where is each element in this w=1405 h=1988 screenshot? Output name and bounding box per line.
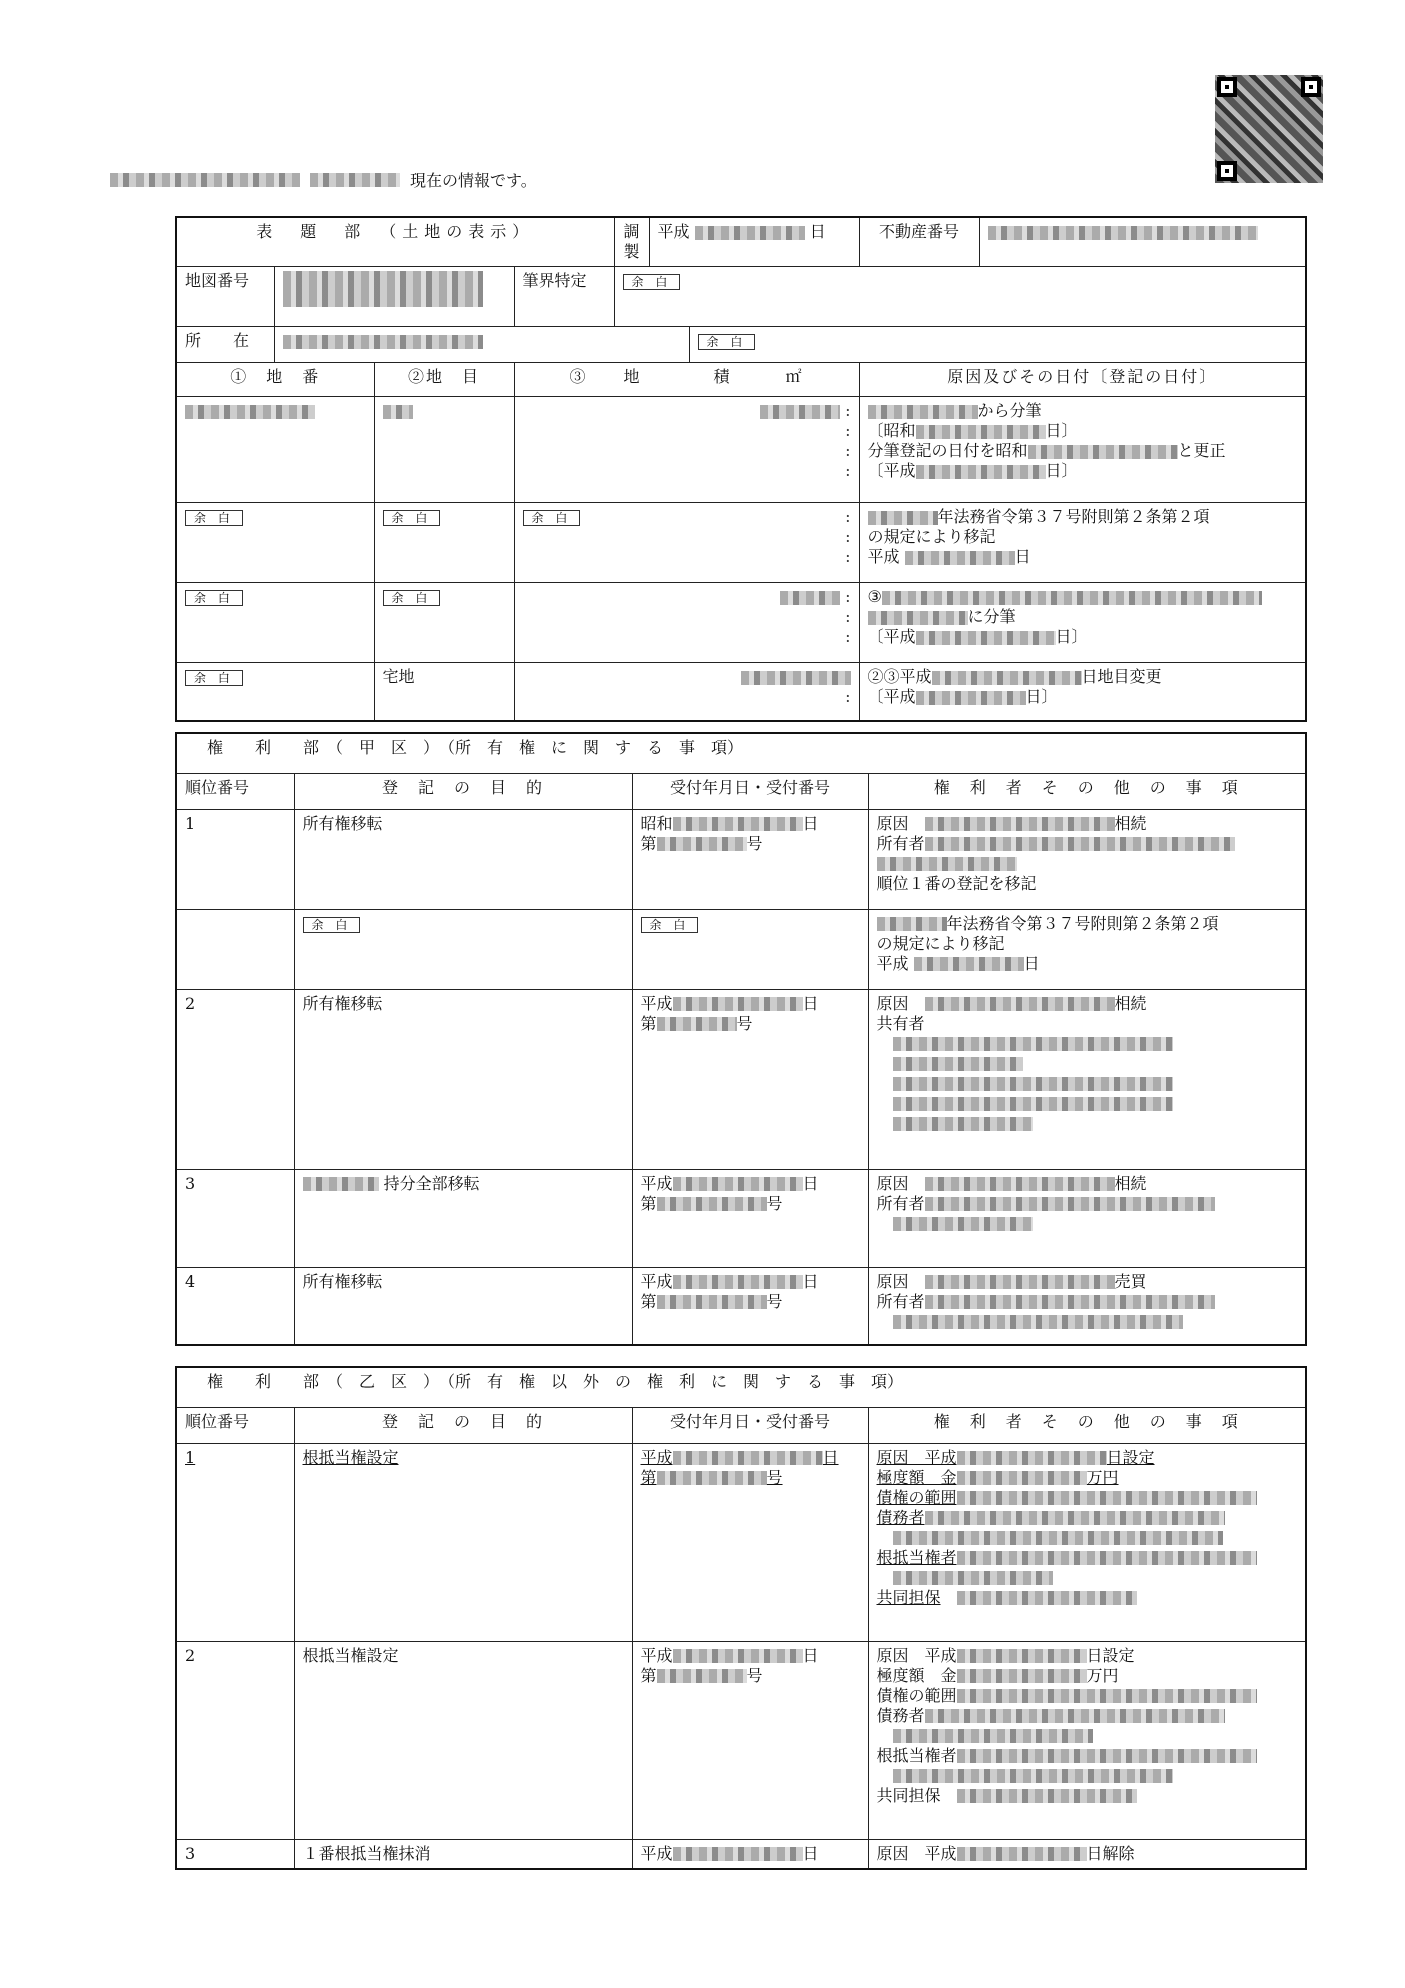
otsu-title: 権 利 部 （ 乙 区 ） （所 有 権 以 外 の 権 利 に 関 す る 事 項）: [176, 1367, 1306, 1407]
yohaku-mark: 余 白: [698, 334, 756, 350]
kou-table: [175, 732, 1307, 1346]
redacted-text: [673, 1847, 803, 1861]
purpose-text: 根抵当権設定: [294, 1443, 632, 1641]
joint-label: 共同担保: [876, 1785, 941, 1805]
redacted-text: [925, 837, 1235, 851]
scope-label: 債権の範囲: [876, 1487, 957, 1507]
redacted-text: [868, 511, 938, 525]
receipt-dai: 第: [640, 1291, 657, 1311]
holder-label: 共有者: [876, 1013, 925, 1033]
col-chimoku: ②地 目: [374, 363, 514, 397]
rank-number: 3: [176, 1169, 294, 1267]
rank-number: 2: [176, 989, 294, 1169]
chosei-label: 調製: [614, 217, 649, 267]
redacted-text: [905, 551, 1015, 565]
cause-text: 年法務省令第３７号附則第２条第２項: [946, 913, 1219, 933]
redacted-text: [760, 405, 840, 419]
redacted-text: [925, 1295, 1215, 1309]
receipt-era: 平成: [640, 1173, 673, 1193]
fudosan-bango-label: 不動産番号: [859, 217, 979, 267]
cause-text: 日〕: [1055, 627, 1088, 646]
redacted-text: [957, 1669, 1087, 1683]
col-chiseki: ③ 地 積 ㎡: [514, 363, 859, 397]
yohaku-mark: 余 白: [641, 917, 699, 933]
receipt-day: 日: [802, 1173, 819, 1193]
shozai-label: 所 在: [176, 327, 274, 363]
receipt-dai: 第: [640, 833, 657, 853]
receipt-day: 日: [802, 1645, 819, 1665]
redacted-text: [1028, 445, 1178, 459]
cause-text: 日設定: [1106, 1447, 1155, 1467]
cause-text: 〔昭和: [867, 421, 916, 440]
cause-text: 平成: [867, 547, 900, 566]
redacted-text: [925, 997, 1115, 1011]
hyodai-row: 余 白 宅地 : ②③平成 日地目変更 〔平成 日〕: [176, 663, 1306, 721]
chosei-era: 平成: [657, 222, 690, 241]
table-row: [176, 1839, 1306, 1869]
receipt-era: 平成: [640, 1843, 673, 1863]
redacted-text: [925, 1197, 1215, 1211]
redacted-text: [957, 1749, 1257, 1763]
holder-label: 所有者: [876, 833, 925, 853]
redacted-text: [957, 1471, 1087, 1485]
limit-text: 極度額 金: [876, 1665, 957, 1685]
cause-text: 原因 平成: [876, 1843, 957, 1863]
redacted-text: [780, 591, 840, 605]
hyodai-title: 表 題 部 （土地の表示）: [176, 217, 614, 267]
col-purpose: 登 記 の 目 的: [294, 773, 632, 809]
redacted-text: [657, 1197, 767, 1211]
limit-text: 極度額 金: [876, 1467, 957, 1487]
receipt-day: 日: [802, 1271, 819, 1291]
redacted-text: [657, 1017, 737, 1031]
redacted-text: [657, 1471, 767, 1485]
redacted-text: [882, 591, 1262, 605]
purpose-text: 持分全部移転: [383, 1173, 480, 1193]
debtor-label: 債務者: [876, 1705, 925, 1725]
cause-text: の規定により移記: [876, 933, 1005, 953]
cause-label: 原因: [876, 813, 909, 833]
holder-label: 根抵当権者: [876, 1745, 957, 1765]
table-row: [176, 1443, 1306, 1641]
redacted-text: [916, 465, 1046, 479]
redacted-text: [877, 857, 1017, 871]
cause-text: 分筆登記の日付を昭和: [867, 441, 1028, 460]
rank-number: 1: [176, 809, 294, 909]
holder-label: 所有者: [876, 1291, 925, 1311]
col-receipt: 受付年月日・受付番号: [632, 1407, 868, 1443]
table-row: [176, 909, 1306, 989]
chimoku-value: 宅地: [374, 663, 514, 721]
col-receipt: 受付年月日・受付番号: [632, 773, 868, 809]
redacted-text: [868, 405, 978, 419]
receipt-day: 日: [802, 813, 819, 833]
redacted-text: [695, 226, 805, 240]
hikkai-label: 筆界特定: [514, 267, 614, 327]
hyodai-row: : : : : から分筆 〔昭和 日〕 分筆登記の日付を昭和 と更正 〔平成 日〕: [176, 397, 1306, 503]
table-row: [176, 1267, 1306, 1345]
cause-text: 相続: [1114, 993, 1147, 1013]
receipt-day: 日: [802, 1843, 819, 1863]
receipt-go: 号: [766, 1193, 783, 1213]
redacted-text: [925, 1511, 1225, 1525]
purpose-text: １番根抵当権抹消: [294, 1839, 632, 1869]
cause-label: 原因: [876, 993, 909, 1013]
receipt-dai: 第: [640, 1665, 657, 1685]
purpose-text: 根抵当権設定: [294, 1641, 632, 1839]
rank-number: 1: [176, 1443, 294, 1641]
receipt-dai: 第: [640, 1467, 657, 1487]
cause-text: 売買: [1114, 1271, 1147, 1291]
cause-text: 〔平成: [867, 461, 916, 480]
cause-text: 原因 平成: [876, 1645, 957, 1665]
cause-label: 原因: [876, 1271, 909, 1291]
yohaku-mark: 余 白: [383, 590, 441, 606]
cause-text: 日: [1023, 953, 1040, 973]
redacted-text: [673, 1451, 823, 1465]
redacted-text: [914, 957, 1024, 971]
cause-text: 相続: [1114, 1173, 1147, 1193]
cause-text: 日解除: [1086, 1843, 1135, 1863]
col-chiban: ① 地 番: [176, 363, 374, 397]
redacted-text: [925, 817, 1115, 831]
kou-title: 権 利 部 （ 甲 区 ） （所 有 権 に 関 す る 事 項）: [176, 733, 1306, 773]
cause-label: 原因: [876, 1173, 909, 1193]
limit-text: 万円: [1086, 1467, 1119, 1487]
table-row: [176, 989, 1306, 1169]
rank-number: 4: [176, 1267, 294, 1345]
receipt-day: 日: [822, 1447, 839, 1467]
col-holder: 権 利 者 そ の 他 の 事 項: [868, 1407, 1306, 1443]
receipt-era: 平成: [640, 1271, 673, 1291]
receipt-go: 号: [766, 1291, 783, 1311]
receipt-dai: 第: [640, 1193, 657, 1213]
redacted-text: [673, 1649, 803, 1663]
redacted-text: [957, 1789, 1137, 1803]
purpose-text: 所有権移転: [294, 809, 632, 909]
yohaku-mark: 余 白: [185, 510, 243, 526]
redacted-text: [110, 173, 300, 187]
redacted-text: [657, 837, 747, 851]
purpose-text: 所有権移転: [294, 1267, 632, 1345]
redacted-text: [877, 917, 947, 931]
status-text: 現在の情報です。: [410, 171, 537, 190]
redacted-text: [988, 226, 1258, 240]
scope-label: 債権の範囲: [876, 1685, 957, 1705]
cause-text: ②③平成: [867, 667, 932, 686]
receipt-dai: 第: [640, 1013, 657, 1033]
redacted-text: [893, 1057, 1023, 1071]
rank-number: 3: [176, 1839, 294, 1869]
hyodai-row: 余 白 余 白 : : : ③ に分筆 〔平成 日〕: [176, 583, 1306, 663]
redacted-text: [893, 1077, 1173, 1091]
redacted-text: [673, 1275, 803, 1289]
col-cause: 原因及びその日付〔登記の日付〕: [859, 363, 1306, 397]
col-purpose: 登 記 の 目 的: [294, 1407, 632, 1443]
redacted-text: [925, 1177, 1115, 1191]
receipt-go: 号: [746, 833, 763, 853]
debtor-label: 債務者: [876, 1507, 925, 1527]
limit-text: 万円: [1086, 1665, 1119, 1685]
receipt-era: 昭和: [640, 813, 673, 833]
redacted-text: [916, 425, 1046, 439]
cause-text: 日設定: [1086, 1645, 1135, 1665]
qr-code: [1215, 75, 1323, 183]
redacted-text: [383, 405, 413, 419]
cause-text: 〔平成: [867, 687, 916, 706]
cause-text: と更正: [1177, 441, 1226, 460]
redacted-text: [673, 1177, 803, 1191]
redacted-text: [925, 1275, 1115, 1289]
receipt-era: 平成: [640, 993, 673, 1013]
redacted-text: [657, 1295, 767, 1309]
redacted-text: [741, 671, 851, 685]
redacted-text: [893, 1769, 1173, 1783]
cause-text: 日〕: [1045, 461, 1078, 480]
holder-label: 所有者: [876, 1193, 925, 1213]
cause-text: 原因 平成: [876, 1447, 957, 1467]
purpose-text: 所有権移転: [294, 989, 632, 1169]
redacted-text: [310, 173, 400, 187]
chosei-day: 日: [809, 222, 826, 241]
rank-number: 2: [176, 1641, 294, 1839]
otsu-table: [175, 1366, 1307, 1870]
redacted-text: [673, 817, 803, 831]
col-rank: 順位番号: [176, 773, 294, 809]
col-rank: 順位番号: [176, 1407, 294, 1443]
redacted-text: [868, 611, 968, 625]
chizu-bango-label: 地図番号: [176, 267, 274, 327]
redacted-text: [893, 1315, 1183, 1329]
redacted-text: [916, 631, 1056, 645]
cause-text: 平成: [876, 953, 909, 973]
redacted-text: [925, 1709, 1225, 1723]
yohaku-mark: 余 白: [185, 590, 243, 606]
col-holder: 権 利 者 そ の 他 の 事 項: [868, 773, 1306, 809]
receipt-go: 号: [766, 1467, 783, 1487]
redacted-text: [957, 1689, 1257, 1703]
yohaku-mark: 余 白: [185, 670, 243, 686]
receipt-era: 平成: [640, 1645, 673, 1665]
holder-label: 根抵当権者: [876, 1547, 957, 1567]
cause-text: に分筆: [967, 607, 1016, 626]
redacted-text: [932, 671, 1082, 685]
cause-text: 〔平成: [867, 627, 916, 646]
redacted-text: [283, 271, 483, 307]
redacted-text: [185, 405, 315, 419]
hyodai-row: 余 白 余 白 余 白 : : : 年法務省令第３７号附則第２条第２項 の規定により移記 平成 日: [176, 503, 1306, 583]
note-text: 順位１番の登記を移記: [876, 873, 1037, 893]
redacted-text: [957, 1491, 1257, 1505]
redacted-text: [957, 1649, 1087, 1663]
cause-text: 日〕: [1025, 687, 1058, 706]
redacted-text: [657, 1669, 747, 1683]
cause-text: 日地目変更: [1081, 667, 1162, 686]
yohaku-mark: 余 白: [383, 510, 441, 526]
receipt-day: 日: [802, 993, 819, 1013]
cause-text: 日: [1014, 547, 1031, 566]
yohaku-mark: 余 白: [303, 917, 361, 933]
redacted-text: [673, 997, 803, 1011]
cause-text: 日〕: [1045, 421, 1078, 440]
receipt-era: 平成: [640, 1447, 673, 1467]
table-row: [176, 1641, 1306, 1839]
redacted-text: [893, 1097, 1173, 1111]
redacted-text: [957, 1591, 1137, 1605]
table-row: [176, 1169, 1306, 1267]
redacted-text: [893, 1037, 1173, 1051]
redacted-text: [916, 691, 1026, 705]
redacted-text: [893, 1117, 1033, 1131]
cause-text: から分筆: [977, 401, 1042, 420]
receipt-go: 号: [736, 1013, 753, 1033]
redacted-text: [957, 1551, 1257, 1565]
cause-text: 相続: [1114, 813, 1147, 833]
cause-text: 年法務省令第３７号附則第２条第２項: [937, 507, 1210, 526]
redacted-text: [893, 1531, 1223, 1545]
redacted-text: [893, 1729, 1093, 1743]
document-header: [110, 168, 537, 191]
joint-label: 共同担保: [876, 1587, 941, 1607]
redacted-text: [303, 1177, 379, 1191]
hyodai-table: [175, 216, 1307, 722]
cause-text: の規定により移記: [867, 527, 996, 546]
table-row: [176, 809, 1306, 909]
rank-number: [176, 909, 294, 989]
yohaku-mark: 余 白: [623, 274, 681, 290]
receipt-go: 号: [746, 1665, 763, 1685]
redacted-text: [893, 1217, 1033, 1231]
cause-text: ③: [867, 587, 882, 606]
yohaku-mark: 余 白: [523, 510, 581, 526]
redacted-text: [283, 335, 483, 349]
redacted-text: [957, 1451, 1107, 1465]
redacted-text: [893, 1571, 1053, 1585]
redacted-text: [957, 1847, 1087, 1861]
